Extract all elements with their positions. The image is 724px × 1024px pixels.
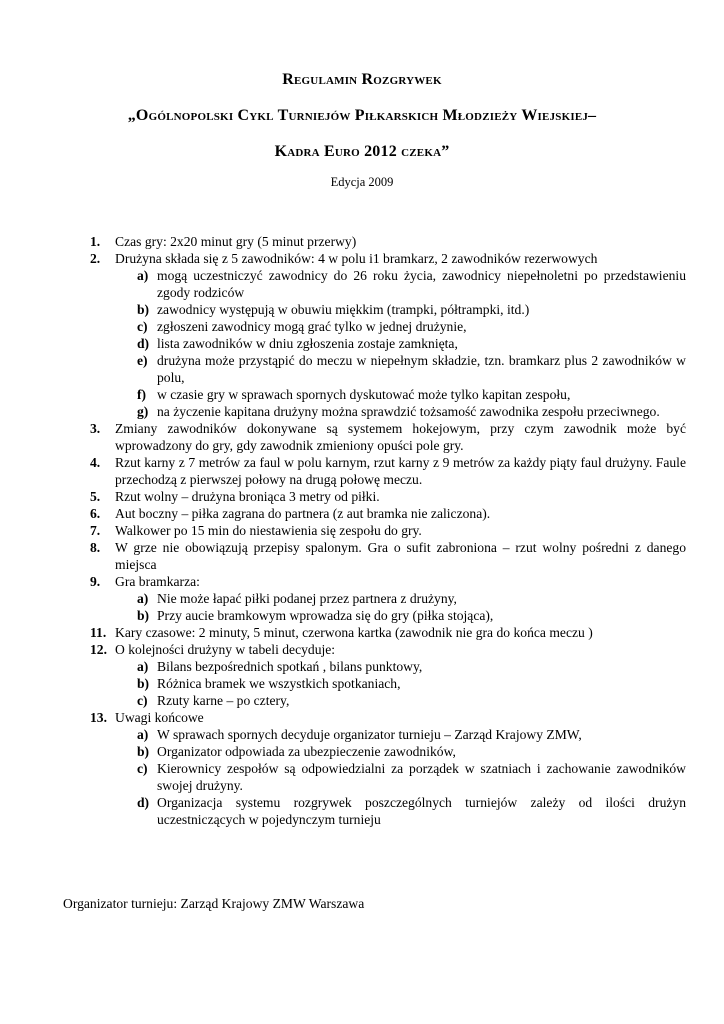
rule-2d: [0, 335, 724, 352]
rule-13b: [0, 743, 724, 760]
rule-13c: [0, 760, 724, 794]
sub-rule-letter: a): [137, 591, 149, 606]
rule-text: O kolejności drużyny w tabeli decyduje:: [115, 642, 336, 657]
rule-1: [0, 233, 724, 250]
rule-number: 6.: [90, 506, 101, 521]
sub-rule-text: lista zawodników w dniu zgłoszenia zostaje zamknięta,: [157, 336, 458, 351]
title-block: [0, 0, 724, 192]
sub-rule-text: Nie może łapać piłki podanej przez partnera z drużyny,: [157, 591, 457, 606]
rule-2g: [0, 403, 724, 420]
rules-list: [0, 233, 724, 828]
rule-number: 8.: [90, 540, 101, 555]
rule-12b: [0, 675, 724, 692]
edition-label: Edycja 2009: [330, 175, 394, 189]
organizer-line: Organizator turnieju: Zarząd Krajowy ZMW Warszawa: [63, 896, 365, 911]
sub-rule-letter: c): [137, 761, 148, 776]
rule-number: 13.: [90, 710, 107, 725]
sub-rule-text: Kierownicy zespołów są odpowiedzialni za porządek w szatniach i zachowanie zawodników swojej drużyny.: [157, 761, 686, 793]
sub-rule-text: w czasie gry w sprawach spornych dyskutować może tylko kapitan zespołu,: [157, 387, 571, 402]
rule-text: Gra bramkarza:: [115, 574, 200, 589]
rule-text: W grze nie obowiązują przepisy spalonym. Gra o sufit zabroniona – rzut wolny pośredni z danego miejsca: [115, 540, 686, 572]
rule-number: 7.: [90, 523, 101, 538]
rule-9b: [0, 607, 724, 624]
rule-6: [0, 505, 724, 522]
sub-rule-letter: b): [137, 676, 150, 691]
rule-9a: [0, 590, 724, 607]
rule-number: 2.: [90, 251, 101, 266]
rule-8: [0, 539, 724, 573]
rule-2b: [0, 301, 724, 318]
sub-rule-text: zawodnicy występują w obuwiu miękkim (trampki, półtrampki, itd.): [157, 302, 530, 317]
document-title-line-1: Regulamin Rozgrywek: [282, 71, 442, 88]
rule-9: [0, 573, 724, 590]
sub-rule-letter: a): [137, 268, 149, 283]
rule-number: 12.: [90, 642, 107, 657]
rule-number: 5.: [90, 489, 101, 504]
sub-rule-text: Organizator odpowiada za ubezpieczenie zawodników,: [157, 744, 456, 759]
sub-rule-letter: g): [137, 404, 149, 419]
rule-13d: [0, 794, 724, 828]
sub-rule-letter: b): [137, 744, 150, 759]
rule-text: Walkower po 15 min do niestawienia się zespołu do gry.: [115, 523, 422, 538]
sub-rule-letter: f): [137, 387, 147, 402]
sub-rule-text: zgłoszeni zawodnicy mogą grać tylko w jednej drużynie,: [157, 319, 467, 334]
rule-4: [0, 454, 724, 488]
rule-12a: [0, 658, 724, 675]
rule-text: Drużyna składa się z 5 zawodników: 4 w polu i1 bramkarz, 2 zawodników rezerwowych: [115, 251, 598, 266]
sub-rule-text: Przy aucie bramkowym wprowadza się do gry (piłka stojąca),: [157, 608, 494, 623]
sub-rule-letter: b): [137, 302, 150, 317]
rule-number: 11.: [90, 625, 107, 640]
rule-13a: [0, 726, 724, 743]
rule-text: Czas gry: 2x20 minut gry (5 minut przerwy): [115, 234, 357, 249]
rule-12c: [0, 692, 724, 709]
sub-rule-text: Organizacja systemu rozgrywek poszczególnych turniejów zależy od ilości drużyn uczestniczących w pojedynczym turnieju: [157, 795, 686, 827]
rule-2c: [0, 318, 724, 335]
rule-12: [0, 641, 724, 658]
sub-rule-letter: b): [137, 608, 150, 623]
sub-rule-letter: d): [137, 795, 150, 810]
sub-rule-letter: e): [137, 353, 148, 368]
rule-text: Rzut wolny – drużyna broniąca 3 metry od piłki.: [115, 489, 380, 504]
document-title-line-2: „Ogólnopolski Cykl Turniejów Piłkarskich Młodzieży Wiejskiej–: [127, 107, 597, 124]
sub-rule-text: Rzuty karne – po cztery,: [157, 693, 290, 708]
sub-rule-letter: c): [137, 319, 148, 334]
sub-rule-text: mogą uczestniczyć zawodnicy do 26 roku życia, zawodnicy niepełnoletni po przedstawieniu zgody rodziców: [157, 268, 686, 300]
rule-number: 3.: [90, 421, 101, 436]
sub-rule-text: drużyna może przystąpić do meczu w niepełnym składzie, tzn. bramkarz plus 2 zawodników w polu,: [157, 353, 686, 385]
sub-rule-letter: d): [137, 336, 150, 351]
sub-rule-text: na życzenie kapitana drużyny można sprawdzić tożsamość zawodnika zespołu przeciwnego.: [157, 404, 660, 419]
rule-text: Aut boczny – piłka zagrana do partnera (z aut bramka nie zaliczona).: [115, 506, 491, 521]
rule-number: 4.: [90, 455, 101, 470]
rule-text: Zmiany zawodników dokonywane są systemem hokejowym, przy czym zawodnik może być wprowadzony do gry, gdy zawodnik zmieniony opuści pole gry.: [115, 421, 686, 453]
rule-2a: [0, 267, 724, 301]
sub-rule-text: Różnica bramek we wszystkich spotkaniach,: [157, 676, 401, 691]
document-title-line-3: Kadra Euro 2012 czeka”: [274, 143, 450, 160]
rule-3: [0, 420, 724, 454]
rule-7: [0, 522, 724, 539]
rule-2: [0, 250, 724, 267]
sub-rule-text: Bilans bezpośrednich spotkań , bilans punktowy,: [157, 659, 423, 674]
rule-5: [0, 488, 724, 505]
sub-rule-letter: a): [137, 659, 149, 674]
rule-11: [0, 624, 724, 641]
rule-13: [0, 709, 724, 726]
rule-2e: [0, 352, 724, 386]
sub-rule-text: W sprawach spornych decyduje organizator turnieju – Zarząd Krajowy ZMW,: [157, 727, 582, 742]
rule-number: 9.: [90, 574, 101, 589]
rule-text: Rzut karny z 7 metrów za faul w polu karnym, rzut karny z 9 metrów za każdy piąty faul drużyny. Faule przechodzą z pierwszej połowy na drugą połowę meczu.: [115, 455, 686, 487]
rule-text: Kary czasowe: 2 minuty, 5 minut, czerwona kartka (zawodnik nie gra do końca meczu ): [115, 625, 593, 640]
rule-text: Uwagi końcowe: [115, 710, 204, 725]
rule-number: 1.: [90, 234, 101, 249]
rule-2f: [0, 386, 724, 403]
sub-rule-letter: c): [137, 693, 148, 708]
sub-rule-letter: a): [137, 727, 149, 742]
